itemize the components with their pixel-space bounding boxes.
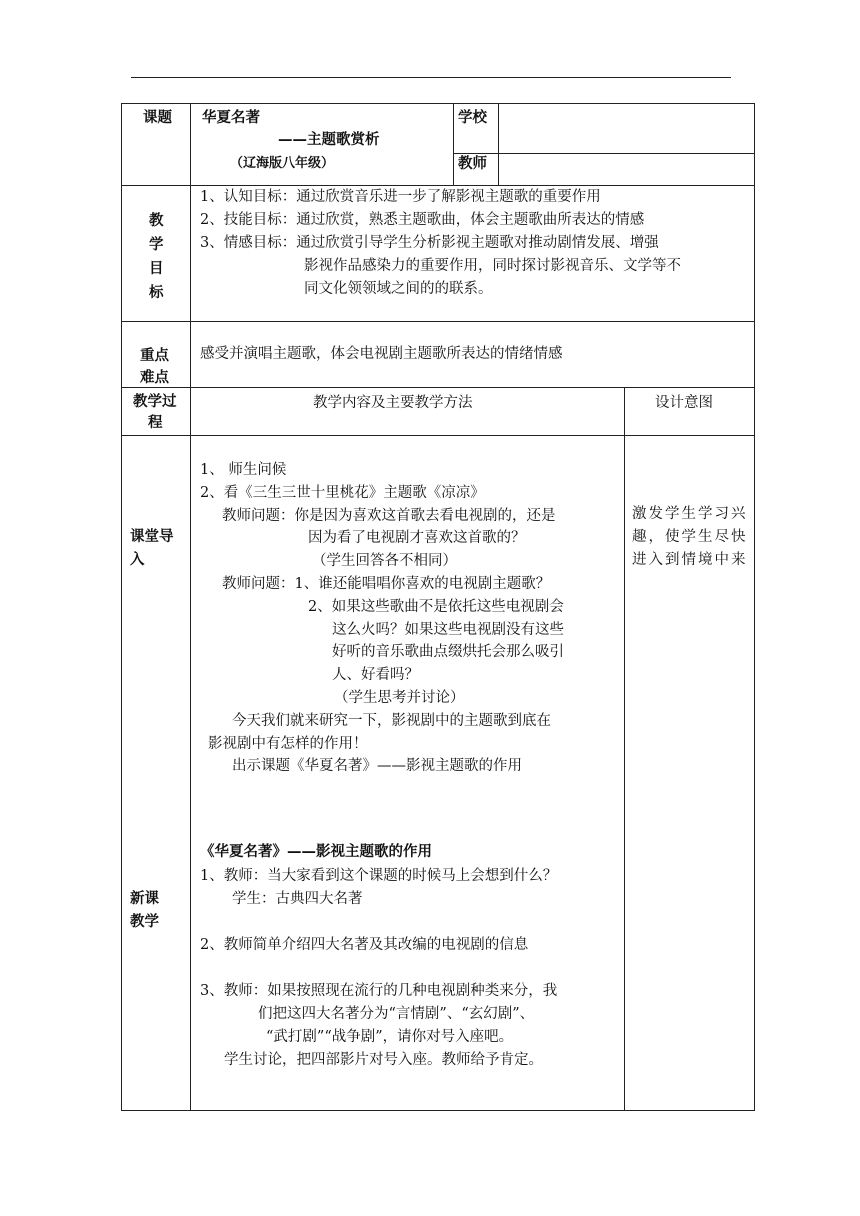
goals-label-char: 目 — [149, 261, 164, 277]
intro-line: 出示课题《华夏名著》——影视主题歌的作用 — [232, 758, 522, 775]
goals-label-char: 标 — [149, 285, 164, 301]
col-divider-label — [190, 104, 191, 1110]
goals-content — [200, 186, 681, 301]
new-lesson-heading: 《华夏名著》——影视主题歌的作用 — [200, 844, 432, 860]
row-divider-keypoints — [122, 321, 754, 322]
intro-line: （学生回答各不相同） — [312, 553, 457, 570]
col-divider-school-label — [498, 104, 499, 185]
new-lesson-label-2: 教学 — [130, 914, 159, 930]
goal-line: 同文化领领域之间的的联系。 — [304, 281, 493, 297]
new-lesson-line: “武打剧”“战争剧”，请你对号入座吧。 — [266, 1029, 514, 1045]
intro-line: （学生思考并讨论） — [334, 689, 465, 706]
new-lesson-line: 1、教师：当大家看到这个课题的时候马上会想到什么？ — [200, 868, 558, 884]
goal-line: 3、情感目标：通过欣赏引导学生分析影视主题歌对推动剧情发展、增强 — [200, 235, 659, 251]
new-lesson-line: 学生讨论，把四部影片对号入座。教师给予肯定。 — [224, 1052, 543, 1068]
keypoints-text: 感受并演唱主题歌，体会电视剧主题歌所表达的情绪情感 — [200, 346, 563, 362]
intro-line: 好听的音乐歌曲点缀烘托会那么吸引 — [332, 644, 564, 661]
goals-label-char: 学 — [149, 237, 164, 253]
process-intent-header: 设计意图 — [655, 395, 713, 411]
goals-label-char: 教 — [149, 213, 164, 229]
row-divider-intro — [122, 435, 754, 436]
header-rule — [131, 77, 731, 78]
goal-line: 影视作品感染力的重要作用，同时探讨影视音乐、文学等不 — [304, 258, 681, 274]
new-lesson-line: 2、教师简单介绍四大名著及其改编的电视剧的信息 — [200, 937, 529, 953]
process-label-1: 教学过 — [133, 394, 177, 410]
new-lesson-line: 学生：古典四大名著 — [232, 891, 363, 907]
intro-label-2: 入 — [130, 552, 145, 568]
intro-line: 因为看了电视剧才喜欢这首歌的？ — [308, 530, 526, 547]
lesson-subtitle: ——主题歌赏析 — [278, 132, 380, 148]
lesson-edition: （辽海版八年级） — [230, 156, 335, 171]
new-lesson-label-1: 新课 — [130, 891, 159, 907]
intro-line: 教师问题：你是因为喜欢这首歌去看电视剧的，还是 — [222, 507, 556, 524]
intro-line: 影视剧中有怎样的作用！ — [208, 735, 368, 752]
intro-content — [200, 459, 564, 778]
new-lesson-line: 们把这四大名著分为“言情剧”、“玄幻剧”、 — [258, 1006, 535, 1022]
goal-line: 1、认知目标：通过欣赏音乐进一步了解影视主题歌的重要作用 — [200, 189, 601, 205]
intro-line: 今天我们就来研究一下，影视剧中的主题歌到底在 — [232, 712, 551, 729]
school-label: 学校 — [458, 110, 487, 126]
process-content-header: 教学内容及主要教学方法 — [313, 395, 473, 411]
keypoints-label-1: 重点 — [140, 348, 169, 364]
col-divider-title — [453, 104, 454, 185]
lesson-plan-table — [121, 103, 755, 1111]
teacher-label: 教师 — [458, 156, 487, 172]
new-lesson-line: 3、教师：如果按照现在流行的几种电视剧种类来分，我 — [200, 983, 558, 999]
goal-line: 2、技能目标：通过欣赏，熟悉主题歌曲，体会主题歌曲所表达的情感 — [200, 212, 645, 228]
intro-line: 2、如果这些歌曲不是依托这些电视剧会 — [308, 598, 564, 615]
new-lesson-content — [200, 865, 557, 1072]
intro-line: 这么火吗？如果这些电视剧没有这些 — [332, 621, 564, 638]
row-divider-process-header — [122, 387, 754, 388]
col-divider-intent — [624, 387, 625, 1110]
intro-label-1: 课堂导 — [130, 529, 174, 545]
intro-line: 2、看《三生三世十里桃花》主题歌《凉凉》 — [200, 484, 485, 501]
process-label-2: 程 — [148, 415, 163, 431]
keypoints-label-2: 难点 — [140, 370, 169, 386]
intro-line: 1、 师生问候 — [200, 462, 287, 478]
lesson-title: 华夏名著 — [202, 110, 260, 126]
intro-intent: 激发学生学习兴趣，使学生尽快进入到情境中来 — [632, 506, 748, 568]
intro-line: 教师问题：1、谁还能唱唱你喜欢的电视剧主题歌？ — [222, 575, 551, 592]
intro-line: 人、好看吗？ — [332, 667, 419, 684]
topic-label: 课题 — [143, 110, 172, 126]
goals-label — [149, 209, 164, 305]
